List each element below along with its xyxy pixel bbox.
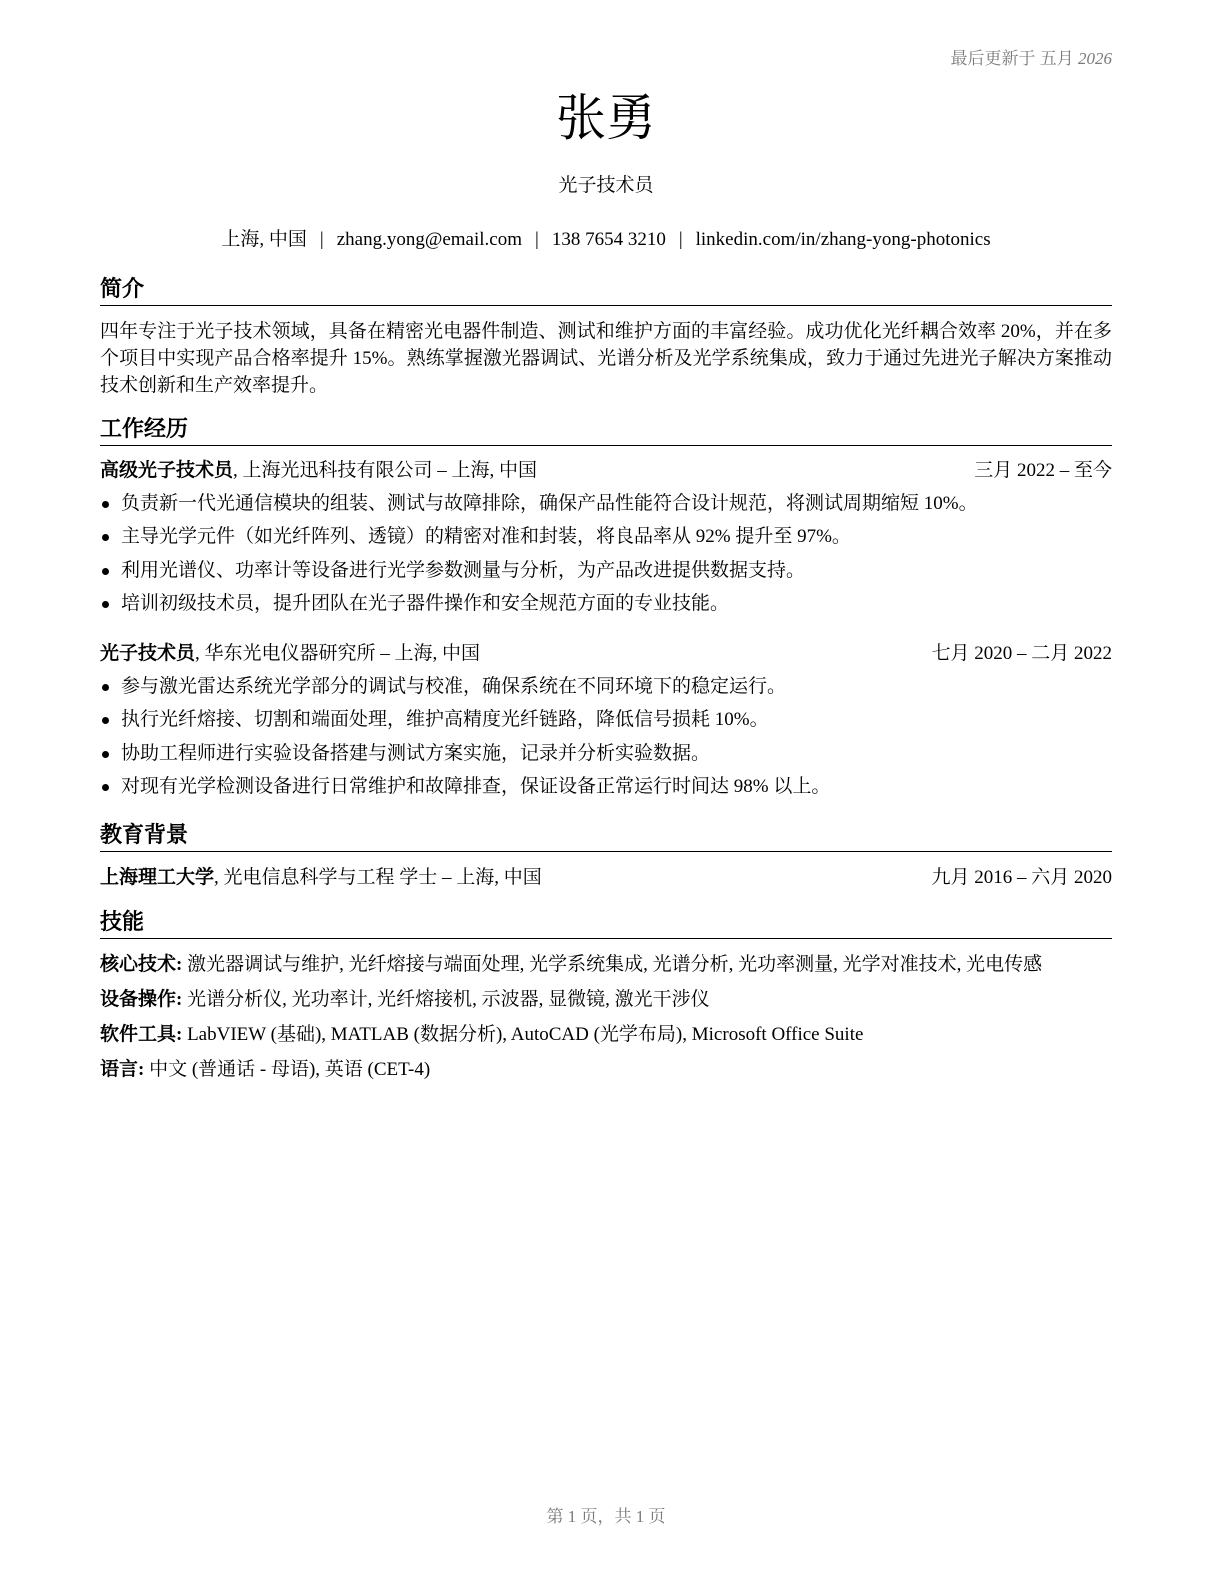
contact-line [100, 224, 1112, 251]
bullet-item: 培训初级技术员，提升团队在光子器件操作和安全规范方面的专业技能。 [100, 587, 1112, 620]
contact-linkedin[interactable]: linkedin.com/in/zhang-yong-photonics [695, 229, 991, 250]
job-bullets [100, 670, 1112, 803]
bullet-item: 负责新一代光通信模块的组装、测试与故障排除，确保产品性能符合设计规范，将测试周期缩短 10%。 [100, 487, 1112, 520]
education-section [100, 822, 1112, 894]
bullet-item: 利用光谱仪、功率计等设备进行光学参数测量与分析，为产品改进提供数据支持。 [100, 554, 1112, 587]
summary-heading: 简介 [100, 276, 1112, 306]
candidate-role: 光子技术员 [558, 175, 654, 196]
skill-label: 核心技术: [100, 954, 183, 975]
education-dates: 九月 2016 – 六月 2020 [931, 867, 1112, 888]
skills-section [100, 909, 1112, 1087]
skill-value: 中文 (普通话 - 母语), 英语 (CET-4) [144, 1059, 431, 1080]
last-updated-label: 最后更新于 五月 [950, 49, 1074, 68]
resume-page [100, 0, 1112, 1584]
job-dates: 三月 2022 – 至今 [974, 460, 1112, 481]
summary-text: 四年专注于光子技术领域，具备在精密光电器件制造、测试和维护方面的丰富经验。成功优化光纤耦合效率 20%，并在多个项目中实现产品合格率提升 15%。熟练掌握激光器调试、光谱分析及光学系统集成，致力于通过先进光子解决方案推动技术创新和生产效率提升。 [100, 321, 1112, 396]
bullet-item: 执行光纤熔接、切割和端面处理，维护高精度光纤链路，降低信号损耗 10%。 [100, 703, 1112, 736]
page-footer: 第 1 页，共 1 页 [546, 1507, 666, 1526]
summary-section [100, 276, 1112, 399]
job-header [100, 638, 1112, 670]
bullet-item: 参与激光雷达系统光学部分的调试与校准，确保系统在不同环境下的稳定运行。 [100, 670, 1112, 703]
skill-row [100, 947, 1112, 982]
contact-separator: | [319, 229, 324, 250]
experience-heading: 工作经历 [100, 416, 1112, 446]
education-entry [100, 862, 1112, 894]
bullet-item: 对现有光学检测设备进行日常维护和故障排查，保证设备正常运行时间达 98% 以上。 [100, 770, 1112, 803]
last-updated [951, 44, 1113, 69]
job-header [100, 455, 1112, 487]
education-detail: , 光电信息科学与工程 学士 – 上海, 中国 [214, 867, 542, 888]
skills-heading: 技能 [100, 909, 1112, 939]
skill-value: LabVIEW (基础), MATLAB (数据分析), AutoCAD (光学布局), Microsoft Office Suite [182, 1024, 864, 1045]
skill-value: 激光器调试与维护, 光纤熔接与端面处理, 光学系统集成, 光谱分析, 光功率测量, 光学对准技术, 光电传感 [182, 954, 1043, 975]
job-bullets [100, 487, 1112, 620]
contact-separator: | [535, 229, 539, 250]
job-title: 高级光子技术员 [100, 460, 234, 481]
job-entry [100, 455, 1112, 620]
bullet-item: 主导光学元件（如光纤阵列、透镜）的精密对准和封装，将良品率从 92% 提升至 97%。 [100, 520, 1112, 553]
contact-phone: 138 7654 3210 [551, 229, 666, 250]
experience-section [100, 416, 1112, 803]
bullet-item: 协助工程师进行实验设备搭建与测试方案实施，记录并分析实验数据。 [100, 737, 1112, 770]
candidate-name: 张勇 [556, 89, 656, 147]
skill-row [100, 982, 1112, 1017]
skill-row [100, 1052, 1112, 1087]
job-org: , 华东光电仪器研究所 – 上海, 中国 [195, 643, 481, 665]
contact-separator: | [678, 229, 683, 250]
skill-value: 光谱分析仪, 光功率计, 光纤熔接机, 示波器, 显微镜, 激光干涉仪 [182, 989, 710, 1010]
skills-list [100, 947, 1112, 1087]
education-heading: 教育背景 [100, 822, 1112, 852]
job-entry [100, 638, 1112, 803]
job-title: 光子技术员 [100, 643, 196, 665]
skill-label: 语言: [100, 1059, 145, 1080]
job-dates: 七月 2020 – 二月 2022 [931, 643, 1112, 665]
skill-label: 设备操作: [100, 989, 183, 1010]
job-org: , 上海光迅科技有限公司 – 上海, 中国 [233, 460, 538, 481]
skill-row [100, 1017, 1112, 1052]
last-updated-year: 2026 [1078, 49, 1112, 68]
contact-location: 上海, 中国 [221, 229, 307, 250]
education-school: 上海理工大学 [100, 867, 215, 888]
contact-email[interactable]: zhang.yong@email.com [336, 229, 522, 250]
skill-label: 软件工具: [100, 1024, 183, 1045]
